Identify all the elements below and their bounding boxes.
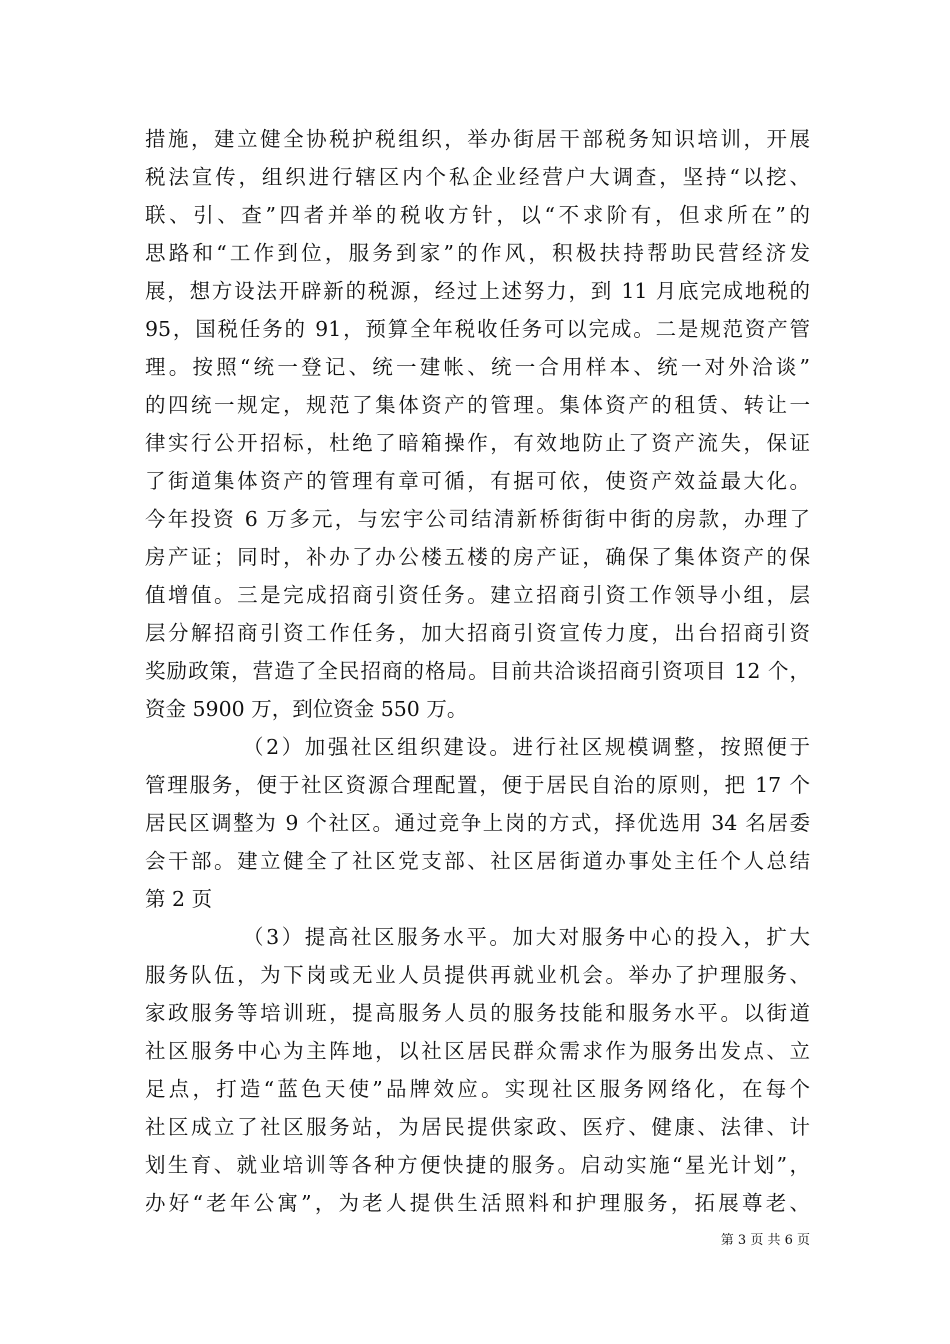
inline-page-marker: 第 2 页 [145,887,213,911]
text-line: 思路和“工作到位，服务到家”的作风，积极扶持帮助民营经济发 [145,241,810,265]
paragraph-first-line: （3）提高社区服务水平。加大对服务中心的投入，扩大 [243,925,810,949]
text-line: 税法宣传，组织进行辖区内个私企业经营户大调查，坚持“以挖、 [145,165,810,189]
text-line: 层分解招商引资工作任务，加大招商引资宣传力度，出台招商引资 [145,621,810,645]
text-line: 足点，打造“蓝色天使”品牌效应。实现社区服务网络化，在每个 [145,1077,810,1101]
text-line: 家政服务等培训班，提高服务人员的服务技能和服务水平。以街道 [145,1001,810,1025]
text-line: 值增值。三是完成招商引资任务。建立招商引资工作领导小组，层 [145,583,810,607]
body-text [145,120,810,1222]
text-line: 今年投资 6 万多元，与宏宇公司结清新桥街街中街的房款，办理了 [145,507,810,531]
paragraph-first-line: （2）加强社区组织建设。进行社区规模调整，按照便于 [243,735,810,759]
text-line: 95，国税任务的 91，预算全年税收任务可以完成。二是规范资产管 [145,317,810,341]
text-line: 联、引、查”四者并举的税收方针，以“不求阶有，但求所在”的 [145,203,810,227]
text-line: 服务队伍，为下岗或无业人员提供再就业机会。举办了护理服务、 [145,963,810,987]
text-line: 资金 5900 万，到位资金 550 万。 [145,697,468,721]
text-line: 律实行公开招标，杜绝了暗箱操作，有效地防止了资产流失，保证 [145,431,810,455]
text-line: 奖励政策，营造了全民招商的格局。目前共洽谈招商引资项目 12 个， [145,659,810,683]
text-line: 居民区调整为 9 个社区。通过竞争上岗的方式，择优选用 34 名居委 [145,811,810,835]
text-line: 理。按照“统一登记、统一建帐、统一合用样本、统一对外洽谈” [145,355,810,379]
text-line: 管理服务，便于社区资源合理配置，便于居民自治的原则，把 17 个 [145,773,810,797]
text-line: 的四统一规定，规范了集体资产的管理。集体资产的租赁、转让一 [145,393,810,417]
text-line: 社区服务中心为主阵地，以社区居民群众需求作为服务出发点、立 [145,1039,810,1063]
text-line: 划生育、就业培训等各种方便快捷的服务。启动实施“星光计划”， [145,1153,810,1177]
text-line: 房产证；同时，补办了办公楼五楼的房产证，确保了集体资产的保 [145,545,810,569]
text-line: 社区成立了社区服务站，为居民提供家政、医疗、健康、法律、计 [145,1115,810,1139]
text-line: 了街道集体资产的管理有章可循，有据可依，使资产效益最大化。 [145,469,810,493]
text-line: 展，想方设法开辟新的税源，经过上述努力，到 11 月底完成地税的 [145,279,810,303]
text-line: 会干部。建立健全了社区党支部、社区居街道办事处主任个人总结 [145,849,810,873]
page-footer-number: 第 3 页 共 6 页 [720,1233,810,1248]
text-line: 措施，建立健全协税护税组织，举办街居干部税务知识培训，开展 [145,127,810,151]
text-line: 办好“老年公寓”，为老人提供生活照料和护理服务，拓展尊老、 [145,1191,810,1215]
